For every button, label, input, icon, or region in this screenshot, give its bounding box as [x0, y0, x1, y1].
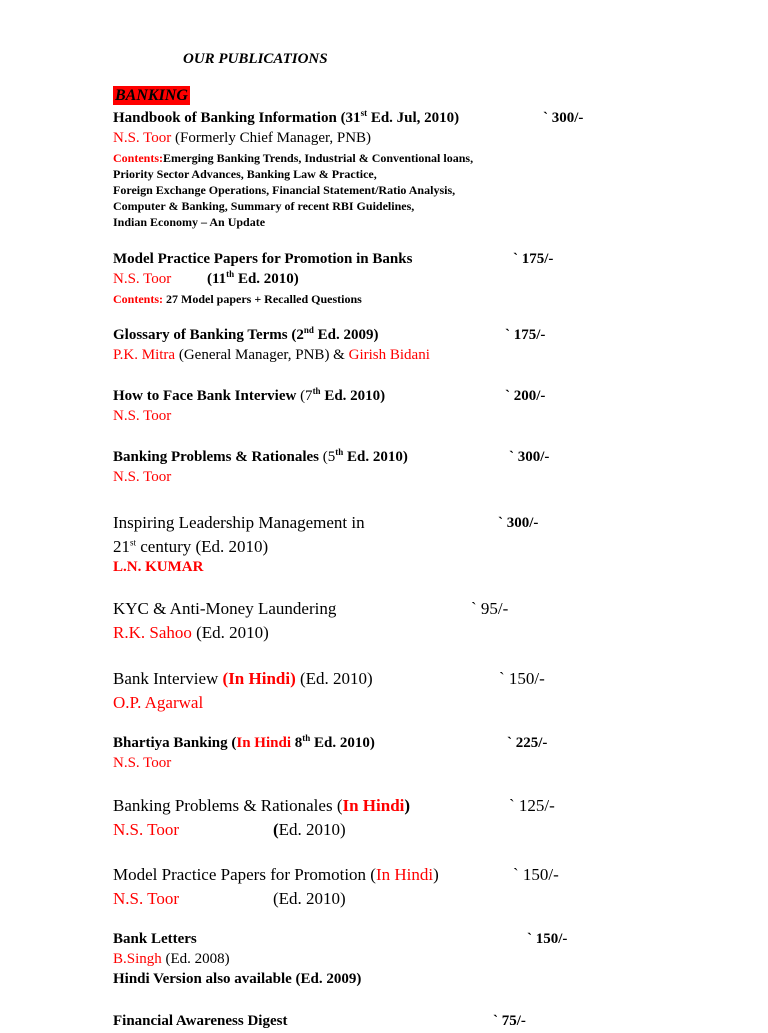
publication-title: Model Practice Papers for Promotion (In Hindi) ` 150/-: [113, 865, 559, 884]
publication-author: N.S. Toor (Ed. 2010): [113, 889, 346, 908]
publication-price: ` 300/-: [509, 449, 550, 465]
publication-contents: Contents: 27 Model papers + Recalled Questions: [113, 292, 362, 306]
publication-author: P.K. Mitra (General Manager, PNB) & Girish Bidani: [113, 347, 430, 363]
publication-entry: [113, 796, 768, 840]
publication-price: ` 150/-: [499, 669, 545, 688]
publication-author: N.S. Toor (Formerly Chief Manager, PNB): [113, 130, 372, 146]
publication-price: ` 150/-: [513, 865, 559, 884]
publication-title: Handbook of Banking Information (31st Ed. Jul, 2010) ` 300/-: [113, 108, 584, 126]
publication-title: Glossary of Banking Terms (2nd Ed. 2009) ` 175/-: [113, 325, 546, 343]
section-label-banking: BANKING: [115, 87, 188, 104]
publication-author: N.S. Toor: [113, 755, 172, 771]
publication-title: How to Face Bank Interview (7th Ed. 2010) ` 200/-: [113, 386, 546, 404]
publication-title: Bank Letters ` 150/-: [113, 931, 568, 947]
publication-author: B.Singh (Ed. 2008): [113, 951, 230, 967]
publication-title: Inspiring Leadership Management in ` 300/-: [113, 513, 539, 532]
publication-note: Hindi Version also available (Ed. 2009): [113, 971, 362, 987]
publication-price: ` 175/-: [513, 251, 554, 267]
publication-price: ` 200/-: [505, 388, 546, 404]
publication-author: N.S. Toor: [113, 469, 172, 485]
publication-title: Banking Problems & Rationales (5th Ed. 2010) ` 300/-: [113, 447, 550, 465]
publication-entry: [113, 388, 768, 428]
publication-entry: [113, 110, 768, 230]
publication-price: ` 125/-: [509, 796, 555, 815]
publication-entry: [113, 1013, 768, 1033]
publication-price: ` 225/-: [507, 735, 548, 751]
publication-author: R.K. Sahoo (Ed. 2010): [113, 623, 269, 642]
publication-price: ` 300/-: [543, 110, 584, 126]
publication-author: N.S. Toor: [113, 408, 172, 424]
page-heading: OUR PUBLICATIONS: [183, 51, 328, 67]
publication-title: Bhartiya Banking (In Hindi 8th Ed. 2010) ` 225/-: [113, 733, 548, 751]
publication-price: ` 75/-: [493, 1013, 526, 1029]
publication-author: O.P. Agarwal: [113, 693, 204, 712]
publication-price: ` 175/-: [505, 327, 546, 343]
publication-price: ` 300/-: [498, 515, 539, 531]
publication-title: KYC & Anti-Money Laundering ` 95/-: [113, 599, 509, 618]
publication-entry: [113, 513, 768, 579]
publication-title-line2: 21st century (Ed. 2010): [113, 537, 269, 556]
publication-title: Financial Awareness Digest ` 75/-: [113, 1013, 526, 1029]
publication-entry: [113, 735, 768, 775]
publication-title: Banking Problems & Rationales (In Hindi) ` 125/-: [113, 796, 555, 815]
publication-entry: [113, 599, 768, 643]
publication-entry: [113, 327, 768, 367]
publication-author: L.N. KUMAR: [113, 559, 204, 575]
publication-contents: Contents:Emerging Banking Trends, Industrial & Conventional loans, Priority Sector Advances, Banking Law & Practice, Foreign Exchange Operations, Financial Statement/Ratio Analysis, Computer & Banking, Summary of recent RBI Guidelines, Indian Economy – An Update: [113, 151, 474, 229]
publication-price: ` 150/-: [527, 931, 568, 947]
publication-author: N.S. Toor (11th Ed. 2010): [113, 269, 299, 287]
publication-author: N.S. Toor (Ed. 2010): [113, 820, 346, 839]
publication-entry: [113, 449, 768, 489]
publication-entry: [113, 931, 768, 991]
publication-price: ` 95/-: [471, 599, 509, 618]
publication-entry: [113, 865, 768, 909]
publication-entry: [113, 669, 768, 713]
publication-entry: [113, 251, 768, 307]
publication-title: Model Practice Papers for Promotion in Banks ` 175/-: [113, 251, 554, 267]
publication-title: Bank Interview (In Hindi) (Ed. 2010) ` 150/-: [113, 669, 545, 688]
